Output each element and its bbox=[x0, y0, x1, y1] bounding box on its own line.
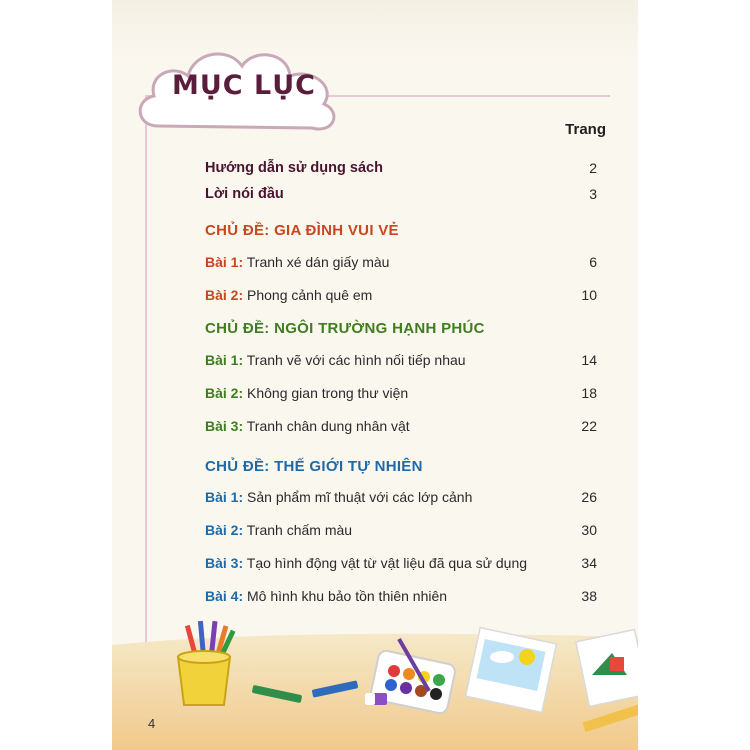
lesson-page: 22 bbox=[581, 418, 597, 434]
lesson-title: Tranh xé dán giấy màu bbox=[246, 254, 390, 270]
lesson-title: Tranh chân dung nhân vật bbox=[246, 418, 410, 434]
lesson-title: Sản phẩm mĩ thuật với các lớp cảnh bbox=[247, 489, 473, 505]
topic-heading: CHỦ ĐỀ: THẾ GIỚI TỰ NHIÊN bbox=[205, 458, 423, 475]
art-supplies-illustration bbox=[112, 615, 638, 750]
lesson-number: Bài 1: bbox=[205, 254, 244, 270]
topic-heading: CHỦ ĐỀ: NGÔI TRƯỜNG HẠNH PHÚC bbox=[205, 320, 485, 337]
toc-lesson[interactable] bbox=[205, 418, 597, 440]
toc-entry-page: 2 bbox=[589, 160, 597, 176]
page-title: MỤC LỤC bbox=[172, 70, 316, 101]
toc-entry[interactable] bbox=[205, 160, 597, 182]
lesson-title: Tranh chấm màu bbox=[246, 522, 353, 538]
toc-lesson[interactable] bbox=[205, 385, 597, 407]
lesson-page: 26 bbox=[581, 489, 597, 505]
drawing-paper-icon bbox=[466, 628, 557, 713]
lesson-number: Bài 4: bbox=[205, 588, 244, 604]
lesson-title: Không gian trong thư viện bbox=[247, 385, 409, 401]
lesson-number: Bài 1: bbox=[205, 489, 244, 505]
lesson-page: 18 bbox=[581, 385, 597, 401]
lesson-page: 10 bbox=[581, 287, 597, 303]
toc-entry-page: 3 bbox=[589, 186, 597, 202]
toc-lesson[interactable] bbox=[205, 254, 597, 276]
lesson-title: Tạo hình động vật từ vật liệu đã qua sử dụng bbox=[246, 555, 528, 571]
lesson-title: Phong cảnh quê em bbox=[247, 287, 373, 303]
toc-lesson[interactable] bbox=[205, 352, 597, 374]
toc-lesson[interactable] bbox=[205, 489, 597, 511]
lesson-page: 38 bbox=[581, 588, 597, 604]
lesson-page: 30 bbox=[581, 522, 597, 538]
page-column-header: Trang bbox=[565, 121, 606, 138]
lesson-number: Bài 2: bbox=[205, 522, 244, 538]
toc-lesson[interactable] bbox=[205, 287, 597, 309]
toc-lesson[interactable] bbox=[205, 522, 597, 544]
page-number: 4 bbox=[148, 716, 156, 731]
lesson-page: 34 bbox=[581, 555, 597, 571]
lesson-number: Bài 3: bbox=[205, 418, 244, 434]
lesson-title: Mô hình khu bảo tồn thiên nhiên bbox=[247, 588, 448, 604]
lesson-number: Bài 1: bbox=[205, 352, 244, 368]
toc-entry[interactable] bbox=[205, 186, 597, 208]
topic-heading: CHỦ ĐỀ: GIA ĐÌNH VUI VẺ bbox=[205, 222, 399, 239]
lesson-number: Bài 2: bbox=[205, 385, 244, 401]
toc-lesson[interactable] bbox=[205, 555, 597, 577]
toc-entry-label: Lời nói đầu bbox=[205, 186, 284, 202]
lesson-number: Bài 3: bbox=[205, 555, 244, 571]
lesson-page: 6 bbox=[589, 254, 597, 270]
lesson-title: Tranh vẽ với các hình nối tiếp nhau bbox=[246, 352, 466, 368]
lesson-page: 14 bbox=[581, 352, 597, 368]
toc-entry-label: Hướng dẫn sử dụng sách bbox=[205, 160, 383, 176]
toc-lesson[interactable] bbox=[205, 588, 597, 610]
lesson-number: Bài 2: bbox=[205, 287, 244, 303]
